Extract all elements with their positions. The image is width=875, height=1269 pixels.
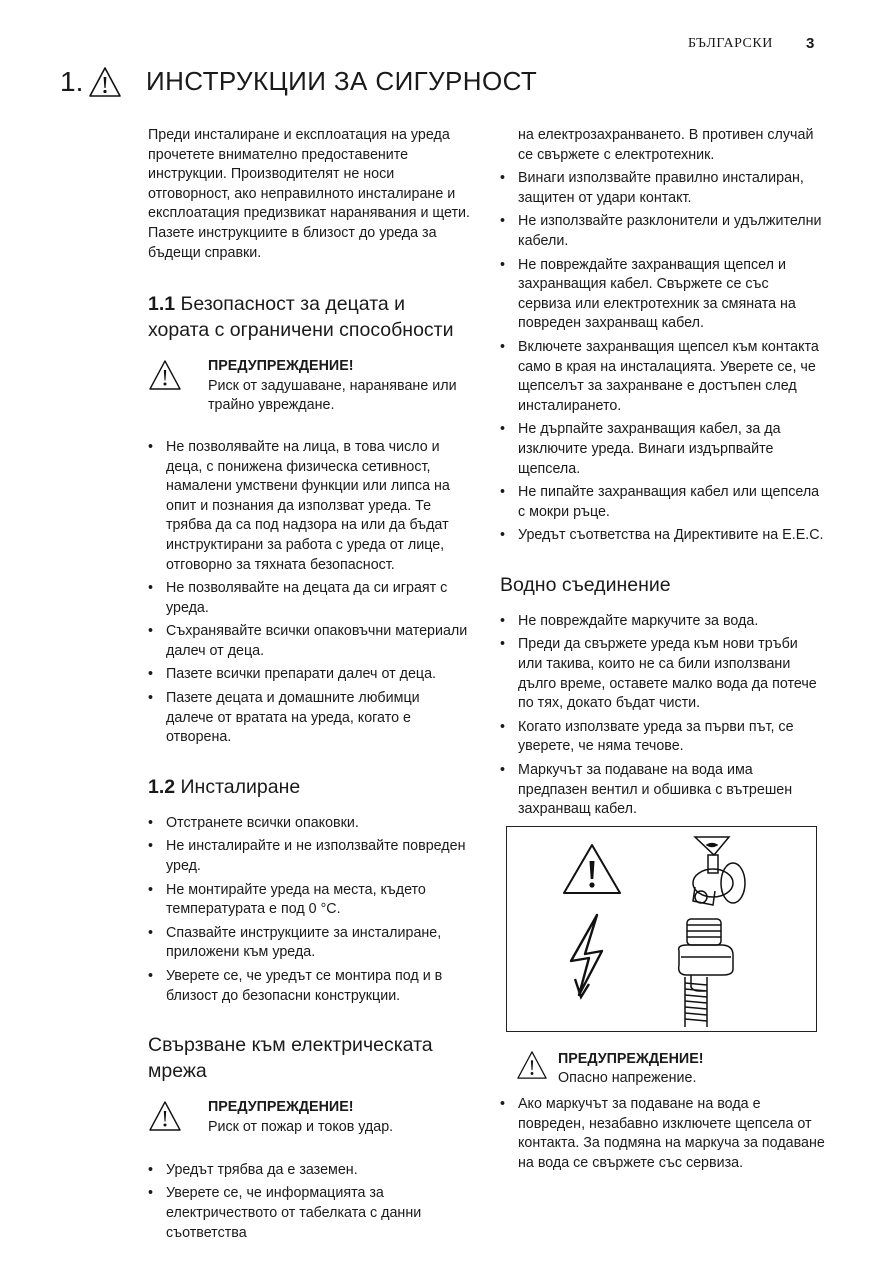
list-item: • Не позволявайте на лица, в това число и деца, с понижена физическа сетивност, намалени умствени функции или липса на опит и познания да използват уреда. Те трябва да са под надзора на или да бъдат инструктирани за работа с уреда от лице, отговорно за тяхната безопасност. [148, 438, 470, 575]
list-item: • Спазвайте инструкциите за инсталиране, приложени към уреда. [148, 924, 470, 963]
page-number: 3 [806, 35, 815, 52]
list-item: • Винаги използвайте правилно инсталиран, защитен от удари контакт. [500, 169, 825, 208]
list-item: • Не пипайте захранващия кабел или щепсела с мокри ръце. [500, 483, 825, 522]
list-item: • Ако маркучът за подаване на вода е повреден, незабавно изключете щепсела от контакта. За подмяна на маркуча за подаване на вода се свържете със сервиза. [500, 1095, 825, 1173]
intro-paragraph: Преди инсталиране и експлоатация на уреда прочетете внимателно предоставените инструкции. Производителят не носи отговорност, ако неправилното инсталиране и експлоатация предизвикат наранявания и щети. Пазете инструкциите в близост до уреда за бъдещи справки. [148, 127, 471, 261]
list-item: • Не повреждайте захранващия щепсел и захранващия кабел. Свържете се със сервиза или електротехник за смяната на повреден захранващ кабел. [500, 256, 825, 334]
hose-illustration [506, 826, 817, 1032]
list-item: • Когато използвате уреда за първи път, се уверете, че няма течове. [500, 718, 825, 757]
warning-title: ПРЕДУПРЕЖДЕНИЕ! [208, 1099, 354, 1116]
list-item: • Уредът съответства на Директивите на Е.Е.С. [500, 526, 825, 546]
list-item: • Не инсталирайте и не използвайте повреден уред. [148, 837, 470, 876]
water-tap-icon [693, 837, 745, 905]
header-language: БЪЛГАРСКИ [688, 36, 773, 51]
warning-box-electric [148, 1098, 470, 1139]
list-item: • Съхранявайте всички опаковъчни материали далеч от деца. [148, 622, 470, 661]
list-item: • Уредът трябва да е заземен. [148, 1161, 470, 1181]
electric-list [148, 1161, 470, 1243]
list-item: • Не монтирайте уреда на места, където температурата е под 0 °C. [148, 881, 470, 920]
warning-title: ПРЕДУПРЕЖДЕНИЕ! [208, 358, 354, 375]
warning-text: Риск от пожар и токов удар. [208, 1118, 394, 1135]
list-item: • Пазете децата и домашните любимци далече от вратата на уреда, когато е отворена. [148, 689, 470, 748]
water-connection-heading: Водно съединение [500, 573, 671, 596]
warning-text: Риск от задушаване, нараняване или трайно увреждане. [208, 377, 457, 414]
list-item: • Пазете всички препарати далеч от деца. [148, 665, 470, 685]
warning-triangle-icon [516, 1050, 558, 1087]
water-list [500, 612, 825, 820]
list-item: • Не дърпайте захранващия кабел, за да изключите уреда. Винаги издърпвайте щепсела. [500, 420, 825, 479]
list-item: • Включете захранващия щепсел към контакта само в края на инсталацията. Уверете се, че щепселът за захранване е достъпен след инсталирането. [500, 338, 825, 416]
section-1-2-heading: 1.2 Инсталиране [148, 775, 301, 798]
warning-box-children [148, 357, 470, 416]
hose-damage-list [500, 1095, 825, 1173]
warning-triangle-icon [148, 357, 208, 398]
list-item: • Уверете се, че информацията за електричеството от табелката с данни съответства [148, 1184, 470, 1243]
list-item: • Уверете се, че уредът се монтира под и в близост до безопасни конструкции. [148, 967, 470, 1006]
hose-fitting-icon [679, 919, 733, 1027]
list-item: • Не използвайте разклонители и удължителни кабели. [500, 212, 825, 251]
warning-text: Опасно напрежение. [558, 1070, 697, 1087]
list-item: • Отстранете всички опаковки. [148, 814, 470, 834]
list-item: • Не повреждайте маркучите за вода. [500, 612, 825, 632]
installation-list [148, 814, 470, 1006]
right-column [500, 126, 825, 1199]
section-1-1-heading: 1.1 Безопасност за децата и хората с ограничени способности [148, 293, 454, 342]
warning-triangle-icon [88, 66, 122, 103]
left-column [148, 126, 470, 1269]
children-safety-list [148, 438, 470, 748]
lightning-bolt-icon [571, 915, 602, 997]
warning-triangle-icon [564, 845, 620, 893]
warning-triangle-icon [148, 1098, 208, 1139]
electric-connection-heading: Свързване към електрическата мрежа [148, 1034, 433, 1083]
hose-illustration-svg [507, 827, 816, 1031]
chapter-title: ИНСТРУКЦИИ ЗА СИГУРНОСТ [146, 66, 538, 96]
list-item: • Маркучът за подаване на вода има предпазен вентил и обшивка с вътрешен захранващ кабел. [500, 761, 825, 820]
continued-text: на електрозахранването. В противен случай се свържете с електротехник. [518, 127, 814, 163]
warning-title: ПРЕДУПРЕЖДЕНИЕ! [558, 1050, 704, 1067]
list-item: • Преди да свържете уреда към нови тръби или такива, които не са били използвани дълго време, оставете малко вода да потече по тях, докато бъдат чисти. [500, 635, 825, 713]
list-item: • Не позволявайте на децата да си играят с уреда. [148, 579, 470, 618]
electric-list-continued [500, 169, 825, 546]
chapter-number: 1. [60, 66, 84, 97]
warning-box-voltage [516, 1050, 825, 1089]
